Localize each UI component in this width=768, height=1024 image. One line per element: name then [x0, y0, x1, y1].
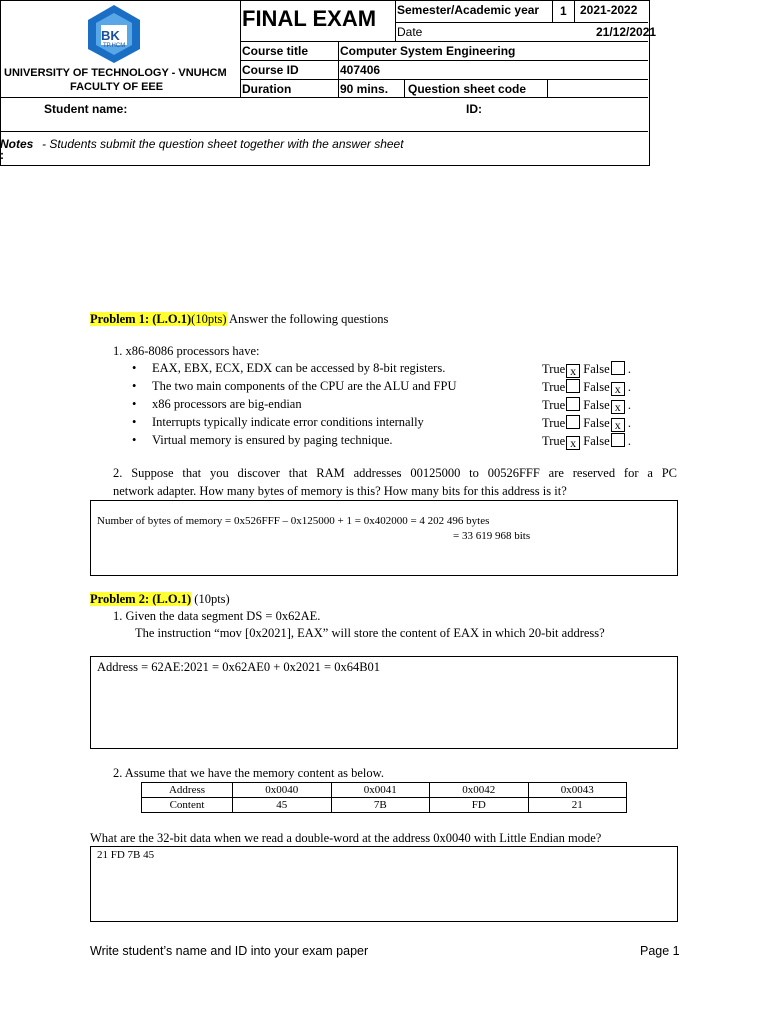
statement-text: The two main components of the CPU are the ALU and FPU	[152, 379, 457, 393]
problem1-answer-line1: Number of bytes of memory = 0x526FFF – 0x125000 + 1 = 0x402000 = 4 202 496 bytes	[97, 515, 490, 527]
date-label: Date	[397, 25, 423, 39]
problem2-answer3: 21 FD 7B 45	[97, 849, 155, 861]
table-row-header: Content	[142, 798, 233, 813]
problem1-q2-line2: network adapter. How many bytes of memory is this? How many bits for this address is it?	[113, 484, 567, 498]
academic-year: 2021-2022	[580, 3, 638, 17]
bullet-icon: •	[132, 379, 137, 393]
false-label: False	[583, 416, 610, 430]
course-id-value: 407406	[340, 63, 381, 77]
trailing-period: .	[627, 380, 631, 394]
problem2-heading-line	[90, 592, 230, 607]
memory-content-table	[141, 782, 627, 813]
true-checkbox[interactable]	[566, 397, 580, 411]
problem1-intro: Answer the following questions	[226, 312, 389, 326]
problem1-points: (10pts)	[191, 312, 227, 326]
page-number: Page 1	[640, 944, 680, 958]
statement-text: EAX, EBX, ECX, EDX can be accessed by 8-bit registers.	[152, 361, 446, 375]
true-label: True	[542, 434, 566, 448]
true-false-choice	[542, 415, 631, 432]
problem2-answer1-box	[90, 656, 678, 749]
problem2-answer3-box	[90, 846, 678, 922]
statement-text: x86 processors are big-endian	[152, 397, 302, 411]
trailing-period: .	[627, 434, 631, 448]
true-false-choice	[542, 379, 631, 396]
table-row	[142, 798, 627, 813]
table-cell: 0x0043	[528, 783, 627, 798]
problem2-answer1: Address = 62AE:2021 = 0x62AE0 + 0x2021 = 0x64B01	[97, 660, 381, 674]
trailing-period: .	[627, 416, 631, 430]
trailing-period: .	[627, 398, 631, 412]
notes-colon: :	[0, 148, 4, 162]
true-label: True	[542, 416, 566, 430]
table-row-header: Address	[142, 783, 233, 798]
false-label: False	[583, 434, 610, 448]
duration-value: 90 mins.	[340, 82, 389, 96]
problem2-q1-line1: 1. Given the data segment DS = 0x62AE.	[113, 609, 321, 623]
true-false-choice	[542, 397, 631, 414]
bullet-icon: •	[132, 433, 137, 447]
true-checkbox[interactable]: x	[566, 364, 580, 378]
true-checkbox[interactable]	[566, 379, 580, 393]
course-title-value: Computer System Engineering	[340, 44, 516, 58]
problem1-answer-box	[90, 500, 678, 576]
table-row	[142, 783, 627, 798]
footer-instruction: Write student’s name and ID into your exam paper	[90, 944, 369, 958]
false-label: False	[583, 398, 610, 412]
notes-text: - Students submit the question sheet together with the answer sheet	[42, 137, 404, 151]
table-cell: 7B	[331, 798, 430, 813]
exam-header-table	[0, 0, 657, 166]
faculty-name: FACULTY OF EEE	[70, 81, 164, 93]
semester-value: 1	[560, 4, 567, 18]
true-label: True	[542, 380, 566, 394]
problem1-heading-line	[90, 312, 388, 327]
true-false-choice	[542, 433, 631, 450]
bullet-icon: •	[132, 397, 137, 411]
duration-label: Duration	[242, 82, 292, 96]
table-cell: 21	[528, 798, 627, 813]
problem2-heading: Problem 2: (L.O.1)	[90, 592, 192, 606]
table-cell: 0x0042	[430, 783, 529, 798]
exam-title: FINAL EXAM	[242, 6, 377, 31]
true-checkbox[interactable]: x	[566, 436, 580, 450]
problem2-q1-line2: The instruction “mov [0x2021], EAX” will store the content of EAX in which 20-bit address?	[135, 626, 605, 640]
false-label: False	[583, 380, 610, 394]
logo-text: BK	[101, 28, 120, 43]
true-label: True	[542, 398, 566, 412]
statement-text: Interrupts typically indicate error conditions internally	[152, 415, 424, 429]
student-name-label: Student name:	[44, 102, 128, 116]
table-cell: 45	[233, 798, 332, 813]
problem1-answer-line2: = 33 619 968 bits	[453, 530, 531, 542]
true-false-choice	[542, 361, 631, 378]
false-checkbox[interactable]: x	[611, 400, 625, 414]
false-checkbox[interactable]	[611, 361, 625, 375]
true-label: True	[542, 362, 566, 376]
question-sheet-code-label: Question sheet code	[408, 82, 527, 96]
false-label: False	[583, 362, 610, 376]
bullet-icon: •	[132, 415, 137, 429]
course-title-label: Course title	[242, 44, 309, 58]
course-id-label: Course ID	[242, 63, 299, 77]
table-cell: 0x0040	[233, 783, 332, 798]
problem2-q2: 2. Assume that we have the memory content as below.	[113, 766, 384, 780]
logo-subtext: TP.HCM	[103, 43, 126, 49]
false-checkbox[interactable]: x	[611, 382, 625, 396]
problem1-q1: 1. x86-8086 processors have:	[113, 344, 260, 358]
statement-text: Virtual memory is ensured by paging technique.	[152, 433, 393, 447]
bullet-icon: •	[132, 361, 137, 375]
semester-label: Semester/Academic year	[397, 3, 540, 17]
table-cell: FD	[430, 798, 529, 813]
date-value: 21/12/2021	[596, 25, 657, 39]
false-checkbox[interactable]	[611, 433, 625, 447]
university-name: UNIVERSITY OF TECHNOLOGY - VNUHCM	[4, 67, 227, 79]
problem2-points: (10pts)	[191, 592, 230, 606]
problem1-q2-line1: 2. Suppose that you discover that RAM addresses 00125000 to 00526FFF are reserved for a PC	[113, 466, 677, 480]
trailing-period: .	[627, 362, 631, 376]
student-id-label: ID:	[466, 102, 482, 116]
false-checkbox[interactable]: x	[611, 418, 625, 432]
problem2-q3: What are the 32-bit data when we read a double-word at the address 0x0040 with Little Endian mode?	[90, 831, 602, 845]
table-cell: 0x0041	[331, 783, 430, 798]
problem1-heading: Problem 1: (L.O.1)	[90, 312, 192, 326]
notes-label: Notes	[0, 137, 34, 151]
true-checkbox[interactable]	[566, 415, 580, 429]
